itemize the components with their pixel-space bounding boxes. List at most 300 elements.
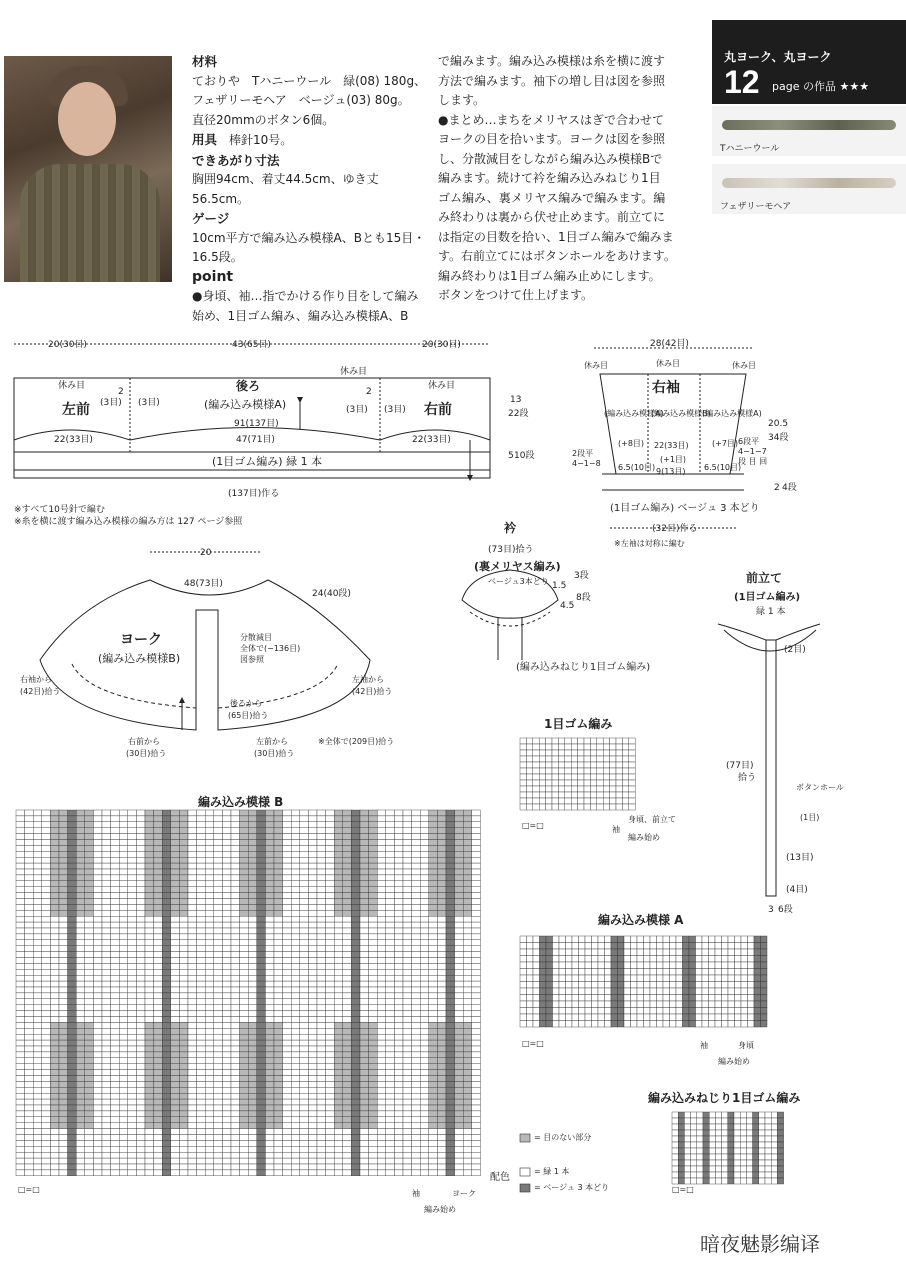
grid-cell: [326, 1081, 335, 1087]
pattern-a-mark: 袖: [700, 1041, 708, 1050]
grid-cell: [248, 1105, 257, 1111]
grid-cell: [761, 982, 768, 989]
grid-cell: [611, 995, 618, 1002]
grid-cell: [412, 1005, 421, 1011]
grid-cell: [703, 1142, 709, 1148]
grid-cell: [326, 1034, 335, 1040]
grid-cell: [283, 1135, 292, 1141]
grid-cell: [145, 1070, 154, 1076]
grid-cell: [650, 936, 657, 943]
grid-cell: [771, 1112, 777, 1118]
grid-cell: [734, 1130, 740, 1136]
grid-cell: [369, 1087, 378, 1093]
grid-cell: [579, 1008, 586, 1015]
grid-cell: [455, 1022, 464, 1028]
grid-cell: [472, 828, 481, 834]
grid-cell: [520, 750, 526, 756]
grid-cell: [145, 1022, 154, 1028]
grid-cell: [343, 1158, 352, 1164]
collar-h1: 1.5: [552, 581, 567, 591]
grid-cell: [59, 987, 68, 993]
grid-cell: [25, 863, 34, 869]
grid-cell: [676, 995, 683, 1002]
grid-cell: [437, 987, 446, 993]
grid-cell: [308, 1087, 317, 1093]
grid-cell: [205, 863, 214, 869]
grid-cell: [42, 1146, 51, 1152]
grid-cell: [68, 993, 77, 999]
grid-cell: [317, 1158, 326, 1164]
grid-cell: [765, 1130, 771, 1136]
grid-cell: [590, 798, 596, 804]
grid-cell: [162, 1129, 171, 1135]
grid-cell: [76, 816, 85, 822]
grid-cell: [759, 1166, 765, 1172]
grid-cell: [559, 1014, 566, 1021]
grid-cell: [533, 943, 540, 950]
grid-cell: [188, 952, 197, 958]
grid-cell: [678, 1136, 684, 1142]
grid-cell: [437, 1117, 446, 1123]
grid-cell: [463, 1146, 472, 1152]
grid-cell: [689, 975, 696, 982]
grid-cell: [154, 887, 163, 893]
grid-cell: [231, 1135, 240, 1141]
grid-cell: [93, 857, 102, 863]
grid-cell: [657, 975, 664, 982]
grid-cell: [59, 1152, 68, 1158]
grid-cell: [136, 1093, 145, 1099]
grid-cell: [265, 1017, 274, 1023]
grid-cell: [629, 780, 635, 786]
grid-cell: [162, 922, 171, 928]
grid-cell: [334, 881, 343, 887]
grid-cell: [119, 981, 128, 987]
grid-cell: [326, 916, 335, 922]
grid-cell: [429, 987, 438, 993]
grid-cell: [188, 816, 197, 822]
grid-cell: [59, 1028, 68, 1034]
grid-cell: [16, 1087, 25, 1093]
grid-cell: [291, 1111, 300, 1117]
grid-cell: [119, 1117, 128, 1123]
grid-cell: [670, 962, 677, 969]
grid-cell: [317, 1093, 326, 1099]
grid-cell: [386, 993, 395, 999]
grid-cell: [240, 934, 249, 940]
grid-cell: [317, 934, 326, 940]
grid-cell: [265, 904, 274, 910]
grid-cell: [240, 857, 249, 863]
grid-cell: [274, 1099, 283, 1105]
grid-cell: [605, 975, 612, 982]
grid-cell: [592, 962, 599, 969]
grid-cell: [231, 1064, 240, 1070]
grid-cell: [740, 1148, 746, 1154]
grid-cell: [59, 904, 68, 910]
grid-cell: [300, 845, 309, 851]
grid-cell: [412, 1140, 421, 1146]
grid-cell: [526, 786, 532, 792]
grid-cell: [197, 952, 206, 958]
grid-cell: [403, 1105, 412, 1111]
grid-cell: [128, 834, 137, 840]
grid-cell: [334, 934, 343, 940]
grid-cell: [676, 1014, 683, 1021]
grid-cell: [197, 1058, 206, 1064]
grid-cell: [102, 875, 111, 881]
grid-cell: [179, 1099, 188, 1105]
grid-cell: [526, 762, 532, 768]
grid-cell: [162, 834, 171, 840]
grid-cell: [446, 1111, 455, 1117]
grid-cell: [637, 949, 644, 956]
grid-cell: [748, 943, 755, 950]
grid-cell: [274, 958, 283, 964]
grid-cell: [703, 1124, 709, 1130]
grid-cell: [59, 1117, 68, 1123]
grid-cell: [257, 928, 266, 934]
grid-cell: [631, 982, 638, 989]
grid-cell: [403, 922, 412, 928]
grid-cell: [670, 949, 677, 956]
grid-cell: [403, 899, 412, 905]
grid-cell: [691, 1172, 697, 1178]
grid-cell: [76, 1005, 85, 1011]
grid-cell: [59, 1081, 68, 1087]
grid-cell: [162, 1052, 171, 1058]
grid-cell: [179, 1070, 188, 1076]
grid-cell: [50, 1129, 59, 1135]
grid-cell: [317, 1052, 326, 1058]
grid-cell: [188, 1040, 197, 1046]
grid-cell: [351, 1076, 360, 1082]
grid-cell: [257, 1081, 266, 1087]
grid-cell: [265, 1087, 274, 1093]
grid-cell: [240, 952, 249, 958]
grid-cell: [360, 869, 369, 875]
grid-cell: [128, 904, 137, 910]
grid-cell: [611, 956, 618, 963]
grid-cell: [85, 1081, 94, 1087]
grid-cell: [102, 928, 111, 934]
grid-cell: [463, 922, 472, 928]
grid-cell: [257, 981, 266, 987]
grid-cell: [317, 1028, 326, 1034]
grid-cell: [463, 828, 472, 834]
grid-cell: [111, 881, 120, 887]
grid-cell: [274, 1028, 283, 1034]
grid-cell: [351, 1052, 360, 1058]
grid-cell: [42, 946, 51, 952]
band-mid-mark: (13目): [786, 853, 814, 863]
grid-cell: [265, 1081, 274, 1087]
grid-cell: [343, 845, 352, 851]
grid-cell: [42, 1129, 51, 1135]
grid-cell: [76, 904, 85, 910]
grid-cell: [154, 1022, 163, 1028]
grid-cell: [248, 840, 257, 846]
grid-cell: [463, 934, 472, 940]
grid-cell: [552, 798, 558, 804]
grid-cell: [240, 958, 249, 964]
grid-cell: [343, 834, 352, 840]
blank-symbol: □=□: [522, 821, 544, 830]
grid-cell: [291, 958, 300, 964]
grid-cell: [360, 881, 369, 887]
grid-cell: [463, 1058, 472, 1064]
grid-cell: [136, 1028, 145, 1034]
grid-cell: [394, 840, 403, 846]
grid-cell: [696, 988, 703, 995]
grid-cell: [265, 881, 274, 887]
grid-cell: [300, 1117, 309, 1123]
grid-cell: [248, 1040, 257, 1046]
grid-cell: [93, 1064, 102, 1070]
grid-cell: [759, 1130, 765, 1136]
grid-cell: [283, 828, 292, 834]
grid-cell: [188, 893, 197, 899]
grid-cell: [377, 993, 386, 999]
grid-cell: [741, 1008, 748, 1015]
grid-cell: [231, 1028, 240, 1034]
grid-cell: [171, 1076, 180, 1082]
grid-cell: [308, 1164, 317, 1170]
grid-cell: [709, 1118, 715, 1124]
grid-cell: [111, 1123, 120, 1129]
grid-cell: [420, 1158, 429, 1164]
grid-cell: [386, 1005, 395, 1011]
grid-cell: [520, 786, 526, 792]
grid-cell: [672, 1154, 678, 1160]
grid-cell: [197, 1164, 206, 1170]
grid-cell: [240, 1087, 249, 1093]
grid-cell: [248, 816, 257, 822]
grid-cell: [753, 1112, 759, 1118]
grid-cell: [85, 1005, 94, 1011]
grid-cell: [59, 881, 68, 887]
grid-cell: [777, 1136, 783, 1142]
grid-cell: [42, 1052, 51, 1058]
grid-cell: [197, 975, 206, 981]
grid-cell: [300, 1123, 309, 1129]
grid-cell: [50, 1046, 59, 1052]
grid-cell: [257, 1164, 266, 1170]
grid-cell: [154, 910, 163, 916]
grid-cell: [68, 816, 77, 822]
grid-cell: [533, 969, 540, 976]
grid-cell: [162, 857, 171, 863]
grid-cell: [102, 1022, 111, 1028]
grid-cell: [257, 887, 266, 893]
grid-cell: [403, 1164, 412, 1170]
grid-cell: [572, 975, 579, 982]
grid-cell: [412, 940, 421, 946]
grid-cell: [343, 952, 352, 958]
grid-cell: [603, 786, 609, 792]
left-rows: 22(33目): [54, 435, 93, 445]
grid-cell: [369, 1040, 378, 1046]
grid-cell: [257, 969, 266, 975]
grid-cell: [429, 875, 438, 881]
grid-cell: [119, 834, 128, 840]
grid-cell: [50, 1034, 59, 1040]
grid-cell: [334, 904, 343, 910]
grid-cell: [455, 887, 464, 893]
grid-cell: [578, 762, 584, 768]
grid-cell: [222, 946, 231, 952]
grid-cell: [154, 969, 163, 975]
collar-title: 衿: [504, 521, 517, 535]
grid-cell: [429, 981, 438, 987]
grid-cell: [76, 1152, 85, 1158]
grid-cell: [119, 1152, 128, 1158]
note-2: ※糸を横に渡す編み込み模様の編み方は 127 ページ参照: [14, 517, 243, 527]
grid-cell: [559, 982, 566, 989]
grid-cell: [463, 1005, 472, 1011]
grid-cell: [377, 940, 386, 946]
grid-cell: [603, 780, 609, 786]
grid-cell: [702, 969, 709, 976]
grid-cell: [676, 975, 683, 982]
grid-cell: [334, 952, 343, 958]
grid-cell: [702, 995, 709, 1002]
grid-cell: [334, 1093, 343, 1099]
grid-cell: [429, 840, 438, 846]
grid-cell: [740, 1130, 746, 1136]
grid-cell: [76, 1099, 85, 1105]
grid-cell: [317, 857, 326, 863]
grid-cell: [93, 875, 102, 881]
grid-cell: [753, 1124, 759, 1130]
grid-cell: [437, 1028, 446, 1034]
grid-cell: [59, 999, 68, 1005]
grid-cell: [25, 1087, 34, 1093]
grid-cell: [93, 1152, 102, 1158]
grid-cell: [472, 875, 481, 881]
grid-cell: [231, 899, 240, 905]
grid-cell: [455, 1070, 464, 1076]
grid-cell: [214, 993, 223, 999]
grid-cell: [214, 1064, 223, 1070]
grid-cell: [566, 936, 573, 943]
grid-cell: [274, 1087, 283, 1093]
grid-cell: [377, 1076, 386, 1082]
height-1: 13: [510, 395, 522, 405]
grid-cell: [85, 940, 94, 946]
grid-cell: [412, 1081, 421, 1087]
grid-cell: [446, 857, 455, 863]
grid-cell: [455, 851, 464, 857]
grid-cell: [622, 792, 628, 798]
grid-cell: [624, 943, 631, 950]
grid-cell: [351, 940, 360, 946]
grid-cell: [231, 887, 240, 893]
grid-cell: [283, 881, 292, 887]
grid-cell: [308, 993, 317, 999]
grid-cell: [33, 857, 42, 863]
grid-cell: [300, 1140, 309, 1146]
size-text: 胸囲94cm、着丈44.5cm、ゆき丈56.5cm。: [192, 172, 379, 206]
grid-cell: [145, 1164, 154, 1170]
grid-cell: [291, 946, 300, 952]
grid-cell: [394, 975, 403, 981]
grid-cell: [360, 1064, 369, 1070]
grid-cell: [553, 936, 560, 943]
grid-cell: [59, 969, 68, 975]
grid-cell: [553, 962, 560, 969]
grid-cell: [274, 922, 283, 928]
grid-cell: [111, 958, 120, 964]
grid-cell: [93, 887, 102, 893]
grid-cell: [746, 1112, 752, 1118]
grid-cell: [597, 756, 603, 762]
grid-cell: [334, 1005, 343, 1011]
sleeve-ribbing: (1目ゴム編み) ベージュ 3 本どり: [610, 503, 760, 514]
grid-cell: [703, 1118, 709, 1124]
grid-cell: [50, 845, 59, 851]
grid-cell: [624, 995, 631, 1002]
grid-cell: [394, 1081, 403, 1087]
grid-cell: [68, 1052, 77, 1058]
grid-cell: [420, 1017, 429, 1023]
grid-cell: [128, 1170, 137, 1176]
grid-cell: [214, 1093, 223, 1099]
grid-cell: [240, 975, 249, 981]
grid-cell: [584, 738, 590, 744]
grid-cell: [437, 1158, 446, 1164]
grid-cell: [308, 934, 317, 940]
grid-cell: [657, 936, 664, 943]
grid-cell: [205, 922, 214, 928]
grid-cell: [111, 1093, 120, 1099]
grid-cell: [429, 958, 438, 964]
grid-cell: [300, 946, 309, 952]
grid-cell: [154, 981, 163, 987]
grid-cell: [300, 940, 309, 946]
grid-cell: [93, 952, 102, 958]
grid-cell: [50, 952, 59, 958]
grid-cell: [527, 975, 534, 982]
grid-cell: [197, 1111, 206, 1117]
grid-cell: [300, 999, 309, 1005]
grid-cell: [222, 869, 231, 875]
grid-cell: [761, 962, 768, 969]
yoke-back: 後ろから: [230, 699, 262, 708]
grid-cell: [42, 928, 51, 934]
grid-cell: [240, 1011, 249, 1017]
grid-cell: [85, 863, 94, 869]
grid-cell: [598, 1014, 605, 1021]
grid-cell: [741, 995, 748, 1002]
grid-cell: [274, 887, 283, 893]
grid-cell: [618, 982, 625, 989]
grid-cell: [214, 816, 223, 822]
grid-cell: [93, 869, 102, 875]
grid-cell: [728, 1166, 734, 1172]
grid-cell: [759, 1178, 765, 1184]
grid-cell: [420, 822, 429, 828]
grid-cell: [162, 1011, 171, 1017]
grid-cell: [412, 881, 421, 887]
grid-cell: [59, 810, 68, 816]
grid-cell: [663, 988, 670, 995]
grid-cell: [300, 1105, 309, 1111]
grid-cell: [463, 958, 472, 964]
grid-cell: [33, 1034, 42, 1040]
grid-cell: [558, 780, 564, 786]
grid-cell: [76, 1093, 85, 1099]
